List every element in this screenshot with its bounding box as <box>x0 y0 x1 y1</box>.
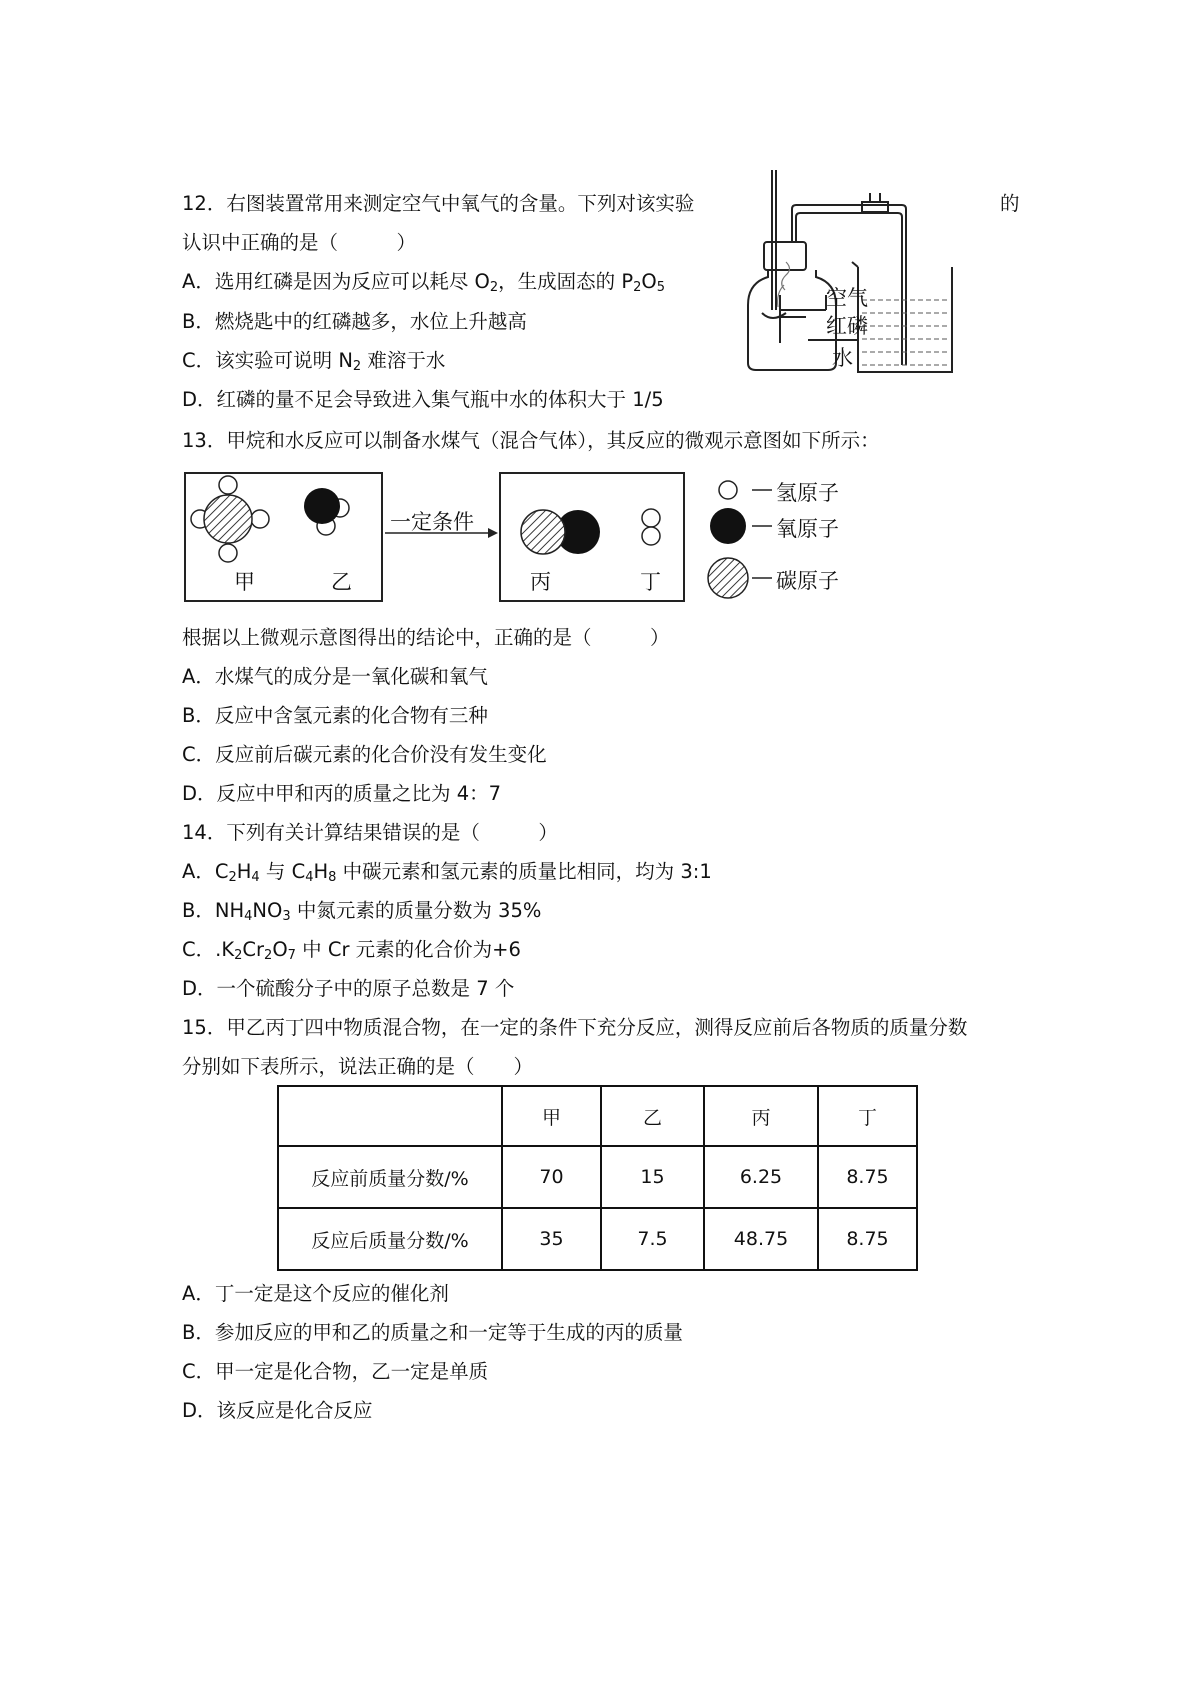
mass-fraction-table <box>277 1085 918 1271</box>
table-cell: 48.75 <box>704 1208 818 1270</box>
q12-option-a: A．选用红磷是因为反应可以耗尽 $O_2$，生成固态的 $P_2O_5$ <box>182 270 666 295</box>
q14-stem: 14．下列有关计算结果错误的是（ ） <box>182 821 558 844</box>
legend-oxygen: 氧原子 <box>776 517 839 541</box>
label-jia: 甲 <box>234 570 255 594</box>
table-cell: 反应前质量分数/% <box>278 1146 502 1208</box>
q14-option-d: D．一个硫酸分子中的原子总数是 7 个 <box>182 977 515 1000</box>
q13-stem: 13．甲烷和水反应可以制备水煤气（混合气体），其反应的微观示意图如下所示： <box>182 429 880 452</box>
label-air: 空气 <box>826 286 868 310</box>
q14-option-c: C．$.K_2Cr_2O_7$ 中 Cr 元素的化合价为+6 <box>182 938 521 963</box>
legend-hydrogen: 氢原子 <box>776 481 839 505</box>
q15-option-a: A．丁一定是这个反应的催化剂 <box>182 1282 449 1305</box>
q13-option-c: C．反应前后碳元素的化合价没有发生变化 <box>182 743 547 766</box>
q15-option-d: D．该反应是化合反应 <box>182 1399 373 1422</box>
q12-option-d: D．红磷的量不足会导致进入集气瓶中水的体积大于 1/5 <box>182 388 664 411</box>
table-cell: 8.75 <box>818 1146 917 1208</box>
q13-option-d: D．反应中甲和丙的质量之比为 4：7 <box>182 782 502 805</box>
reaction-condition: 一定条件 <box>390 510 474 534</box>
table-cell: 7.5 <box>601 1208 704 1270</box>
table-cell: 8.75 <box>818 1208 917 1270</box>
q13-option-b: B．反应中含氢元素的化合物有三种 <box>182 704 488 727</box>
table-cell: 70 <box>502 1146 601 1208</box>
table-cell: 6.25 <box>704 1146 818 1208</box>
table-cell: 丙 <box>704 1086 818 1146</box>
label-water: 水 <box>832 346 853 370</box>
table-row <box>278 1208 917 1270</box>
oxygen-apparatus-figure <box>740 165 975 380</box>
q12-stem-tail: 的 <box>1000 192 1020 215</box>
label-yi: 乙 <box>331 570 352 594</box>
q15-option-b: B．参加反应的甲和乙的质量之和一定等于生成的丙的质量 <box>182 1321 683 1344</box>
table-cell: 丁 <box>818 1086 917 1146</box>
q12-option-b: B．燃烧匙中的红磷越多，水位上升越高 <box>182 310 527 333</box>
q14-option-b: B．$NH_4NO_3$ 中氮元素的质量分数为 35% <box>182 899 542 924</box>
q15-stem-line1: 15．甲乙丙丁四中物质混合物，在一定的条件下充分反应，测得反应前后各物质的质量分数 <box>182 1016 968 1039</box>
q15-option-c: C．甲一定是化合物，乙一定是单质 <box>182 1360 489 1383</box>
q13-option-a: A．水煤气的成分是一氧化碳和氧气 <box>182 665 488 688</box>
q14-option-a: A．$C_2H_4$ 与 $C_4H_8$ 中碳元素和氢元素的质量比相同，均为 3:1 <box>182 860 712 885</box>
table-cell <box>278 1086 502 1146</box>
table-cell: 乙 <box>601 1086 704 1146</box>
q12-option-c: C．该实验可说明 $N_2$ 难溶于水 <box>182 349 446 374</box>
label-red-phosphorus: 红磷 <box>826 314 868 338</box>
label-ding: 丁 <box>640 570 661 594</box>
q13-prompt: 根据以上微观示意图得出的结论中，正确的是（ ） <box>182 626 670 649</box>
table-header-row <box>278 1086 917 1146</box>
table-cell: 35 <box>502 1208 601 1270</box>
legend-carbon: 碳原子 <box>776 569 839 593</box>
q12-stem-line1: 12．右图装置常用来测定空气中氧气的含量。下列对该实验 <box>182 192 695 215</box>
table-cell: 15 <box>601 1146 704 1208</box>
table-cell: 反应后质量分数/% <box>278 1208 502 1270</box>
label-bing: 丙 <box>530 570 551 594</box>
q15-stem-line2: 分别如下表所示，说法正确的是（ ） <box>182 1055 534 1078</box>
table-cell: 甲 <box>502 1086 601 1146</box>
q12-stem-line2: 认识中正确的是（ ） <box>182 231 417 254</box>
table-row <box>278 1146 917 1208</box>
